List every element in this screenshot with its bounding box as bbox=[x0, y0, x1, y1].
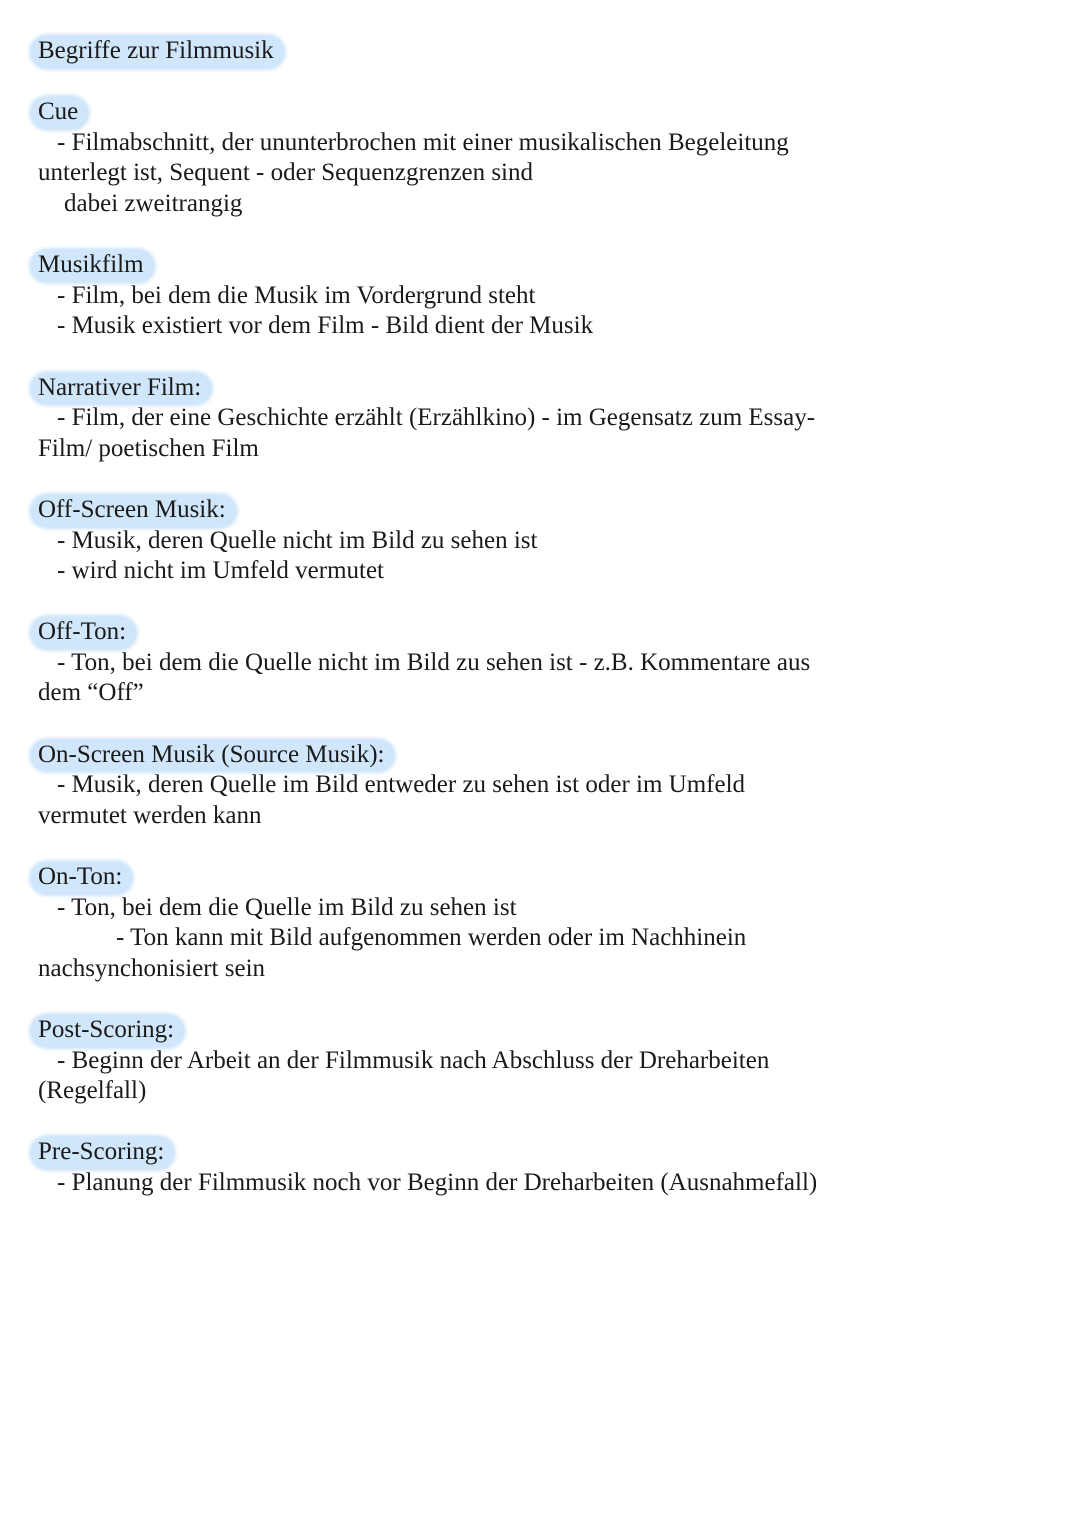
definition-line: dem “Off” bbox=[38, 679, 144, 707]
definition-line: - Beginn der Arbeit an der Filmmusik nach Abschluss der Dreharbeiten bbox=[57, 1046, 770, 1074]
definition-line: - wird nicht im Umfeld vermutet bbox=[57, 557, 385, 585]
entry-narrativer-film bbox=[38, 373, 1038, 465]
title-row bbox=[38, 36, 1038, 67]
entry-off-screen-musik bbox=[38, 495, 1038, 587]
definition-line: - Film, bei dem die Musik im Vordergrund steht bbox=[57, 281, 536, 309]
definition-line: dabei zweitrangig bbox=[64, 189, 243, 217]
term-on-ton: On-Ton: bbox=[36, 862, 128, 893]
definition-line: - Musik, deren Quelle nicht im Bild zu sehen ist bbox=[57, 526, 538, 554]
definition-line: nachsynchonisiert sein bbox=[38, 954, 266, 982]
term-off-screen-musik: Off-Screen Musik: bbox=[36, 495, 232, 526]
document-page bbox=[38, 36, 1038, 1229]
term-cue: Cue bbox=[36, 97, 84, 128]
page-title: Begriffe zur Filmmusik bbox=[36, 36, 280, 67]
definition-line: Film/ poetischen Film bbox=[38, 434, 259, 462]
entry-musikfilm bbox=[38, 250, 1038, 342]
definition-line: - Ton, bei dem die Quelle im Bild zu sehen ist bbox=[57, 893, 517, 921]
definition-line: - Musik existiert vor dem Film - Bild dient der Musik bbox=[57, 312, 594, 340]
term-on-screen-musik: On-Screen Musik (Source Musik): bbox=[36, 740, 390, 771]
definition-line: - Ton kann mit Bild aufgenommen werden oder im Nachhinein bbox=[116, 924, 747, 952]
entry-on-ton bbox=[38, 862, 1038, 984]
entry-pre-scoring bbox=[38, 1137, 1038, 1198]
definition-line: (Regelfall) bbox=[38, 1077, 147, 1105]
entry-off-ton bbox=[38, 617, 1038, 709]
definition-line: unterlegt ist, Sequent - oder Sequenzgrenzen sind bbox=[38, 159, 533, 187]
definition-line: - Ton, bei dem die Quelle nicht im Bild zu sehen ist - z.B. Kommentare aus bbox=[57, 648, 811, 676]
definition-line: - Filmabschnitt, der ununterbrochen mit einer musikalischen Begeleitung bbox=[57, 128, 789, 156]
term-off-ton: Off-Ton: bbox=[36, 617, 132, 648]
definition-line: - Musik, deren Quelle im Bild entweder zu sehen ist oder im Umfeld bbox=[57, 771, 746, 799]
term-musikfilm: Musikfilm bbox=[36, 250, 150, 281]
definition-line: vermutet werden kann bbox=[38, 801, 262, 829]
term-post-scoring: Post-Scoring: bbox=[36, 1015, 180, 1046]
definition-line: - Film, der eine Geschichte erzählt (Erzählkino) - im Gegensatz zum Essay- bbox=[57, 404, 816, 432]
term-pre-scoring: Pre-Scoring: bbox=[36, 1137, 170, 1168]
term-narrativer-film: Narrativer Film: bbox=[36, 373, 207, 404]
entry-cue bbox=[38, 97, 1038, 219]
definition-line: - Planung der Filmmusik noch vor Beginn der Dreharbeiten (Ausnahmefall) bbox=[57, 1168, 818, 1196]
entry-post-scoring bbox=[38, 1015, 1038, 1107]
entry-on-screen-musik bbox=[38, 740, 1038, 832]
